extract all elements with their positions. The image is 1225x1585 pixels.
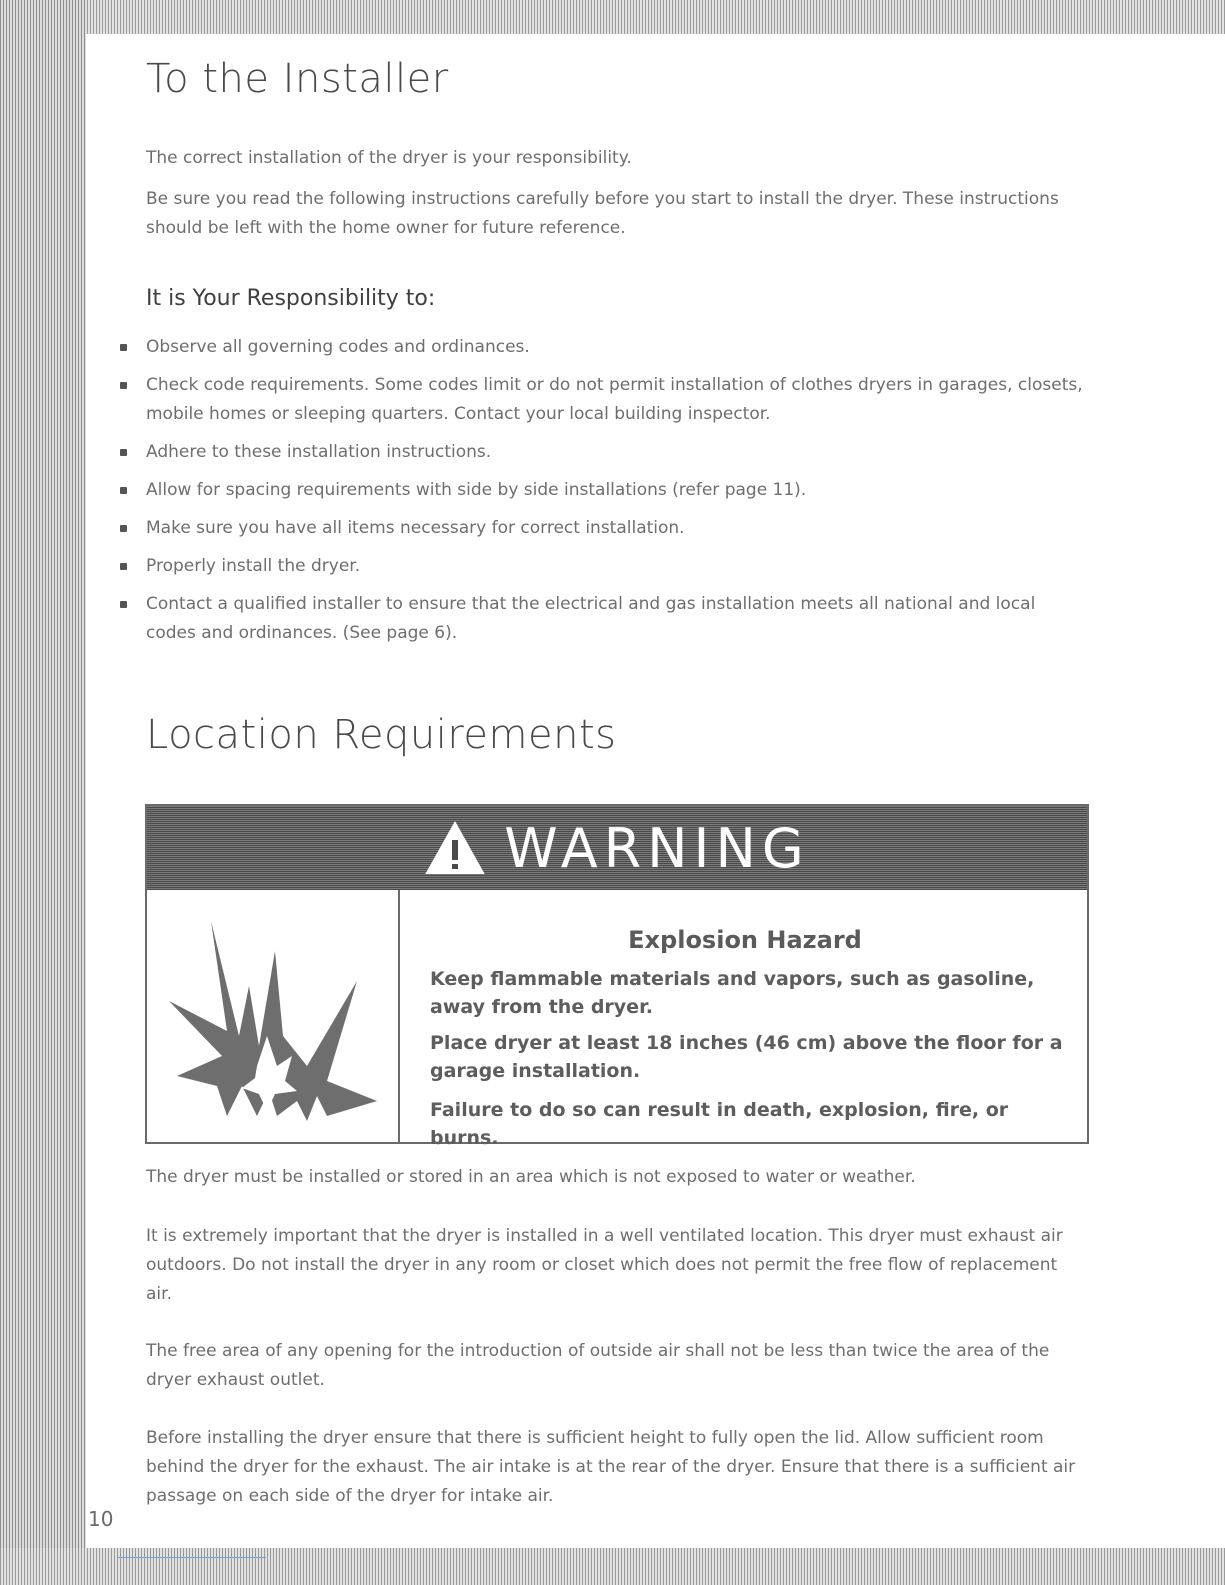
hazard-line-3: Failure to do so can result in death, explosion, fire, or burns. (430, 1099, 1009, 1149)
bullet-icon (120, 601, 127, 608)
list-item: Contact a qualified installer to ensure that the electrical and gas installation meets all national and local codes and ordinances. (See page 6). (120, 590, 1090, 648)
section-title-installer: To the Installer (146, 56, 449, 102)
list-item: Adhere to these installation instructions. (120, 438, 1090, 467)
section-title-location: Location Requirements (146, 712, 617, 758)
list-item: Observe all governing codes and ordinances. (120, 333, 1090, 362)
bullet-icon (120, 344, 127, 351)
bullet-icon (120, 449, 127, 456)
page-underline (118, 1557, 266, 1558)
bullet-icon (120, 563, 127, 570)
list-item: Check code requirements. Some codes limit or do not permit installation of clothes dryers in garages, closets, mobile homes or sleeping quarters. Contact your local building inspector. (120, 371, 1090, 429)
warning-banner (147, 806, 1087, 890)
bullet-icon (120, 382, 127, 389)
hazard-title: Explosion Hazard (628, 926, 862, 954)
list-item: Make sure you have all items necessary for correct installation. (120, 514, 1090, 543)
location-paragraph-1: The dryer must be installed or stored in an area which is not exposed to water or weather. (146, 1167, 916, 1187)
intro-paragraph-2: Be sure you read the following instructions carefully before you start to install the dryer. These instructions should be left with the home owner for future reference. (146, 189, 1059, 238)
bullet-icon (120, 487, 127, 494)
location-paragraph-2: It is extremely important that the dryer is installed in a well ventilated location. This dryer must exhaust air outdoors. Do not install the dryer in any room or closet which does not permit the free flow of replacement air. (146, 1226, 1063, 1304)
hazard-line-2: Place dryer at least 18 inches (46 cm) above the floor for a garage installation. (430, 1032, 1063, 1082)
warning-box (145, 804, 1089, 1149)
warning-title: WARNING (504, 816, 810, 880)
location-paragraph-3: The free area of any opening for the introduction of outside air shall not be less than twice the area of the dryer exhaust outlet. (146, 1341, 1050, 1390)
list-item: Properly install the dryer. (120, 552, 1090, 581)
bullet-icon (120, 525, 127, 532)
explosion-icon (167, 916, 382, 1131)
intro-paragraph-1: The correct installation of the dryer is your responsibility. (146, 148, 632, 168)
hazard-line-1: Keep flammable materials and vapors, such as gasoline, away from the dryer. (430, 968, 1035, 1018)
responsibility-heading: It is Your Responsibility to: (146, 286, 436, 311)
location-paragraph-4: Before installing the dryer ensure that there is sufficient height to fully open the lid. Allow sufficient room behind the dryer for the exhaust. The air intake is at the rear of the dryer. Ensure that there is a sufficient air passage on each side of the dryer for intake air. (146, 1428, 1076, 1506)
responsibility-list (120, 333, 1090, 657)
page-number: 10 (88, 1507, 114, 1531)
list-item: Allow for spacing requirements with side by side installations (refer page 11). (120, 476, 1090, 505)
warning-triangle-icon (424, 820, 486, 876)
